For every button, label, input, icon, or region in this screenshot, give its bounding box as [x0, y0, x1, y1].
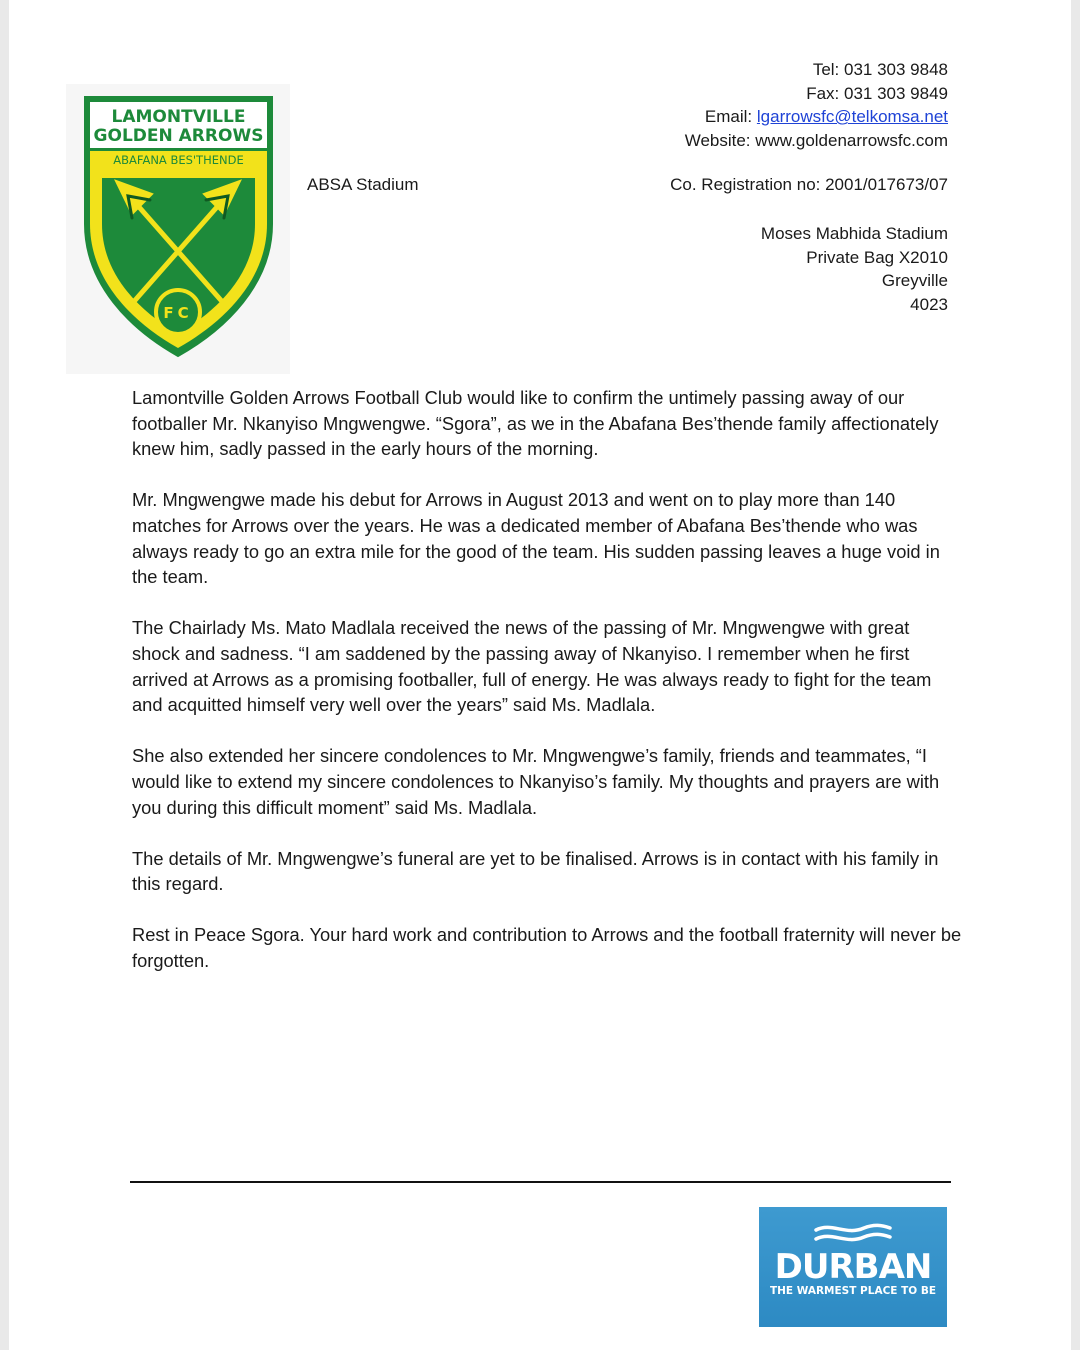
crest-name-line2: GOLDEN ARROWS — [93, 126, 264, 146]
contact-block — [685, 58, 948, 152]
footer-divider — [130, 1181, 951, 1183]
address-line: 4023 — [910, 294, 948, 314]
email-line — [685, 105, 948, 129]
crest-initials: FC — [163, 304, 193, 322]
address-line: Private Bag X2010 — [806, 247, 948, 267]
paragraph: Rest in Peace Sgora. Your hard work and contribution to Arrows and the football fraternity will never be forgotten. — [132, 924, 962, 972]
postal-address — [761, 222, 948, 316]
paragraph: The details of Mr. Mngwengwe’s funeral are yet to be finalised. Arrows is in contact with his family in this regard. — [132, 847, 939, 895]
durban-sponsor-logo — [759, 1207, 947, 1327]
durban-tagline: THE WARMEST PLACE TO BE — [769, 1285, 937, 1297]
crest-name-line1: LAMONTVILLE — [111, 107, 246, 127]
waves-icon — [814, 1222, 892, 1244]
crest-motto: ABAFANA BES'THENDE — [113, 153, 244, 167]
tel-line: Tel: 031 303 9848 — [812, 60, 948, 79]
address-line: Greyville — [881, 271, 948, 290]
website-line: Website: www.goldenarrowsfc.com — [684, 130, 948, 150]
email-label: Email: — [704, 107, 757, 126]
letter-page — [9, 0, 1071, 1350]
paragraph: Mr. Mngwengwe made his debut for Arrows in August 2013 and went on to play more than 140 matches for Arrows over the years. He was a dedicated member of Abafana Bes’thende who was always ready to go an extra mile for the good of the team. His sudden passing leaves a huge void in the team. — [132, 489, 940, 588]
paragraph: Lamontville Golden Arrows Football Club would like to confirm the untimely passing away of our footballer Mr. Nkanyiso Mngwengwe. “Sgora”, as we in the Abafana Bes’thende family affectionately knew him, sadly passed in the early hours of the morning. — [132, 387, 939, 460]
paragraph: She also extended her sincere condolences to Mr. Mngwengwe’s family, friends and teammates, “I would like to extend my sincere condolences to Nkanyiso’s family. My thoughts and prayers are with you during this difficult moment” said Ms. Madlala. — [132, 745, 940, 818]
statement-body — [132, 385, 962, 999]
paragraph: The Chairlady Ms. Mato Madlala received the news of the passing of Mr. Mngwengwe with great shock and sadness. “I am saddened by the passing away of Nkanyiso. I remember when he first arrived at Arrows as a promising footballer, full of energy. He was always ready to fight for the team and acquitted himself very well over the years” said Ms. Madlala. — [132, 617, 932, 716]
club-crest-logo — [66, 84, 290, 374]
registration-number: Co. Registration no: 2001/017673/07 — [670, 175, 948, 194]
stadium-name: ABSA Stadium — [307, 175, 419, 194]
email-link[interactable]: lgarrowsfc@telkomsa.net — [756, 107, 948, 126]
address-line: Moses Mabhida Stadium — [760, 224, 948, 243]
durban-title: DURBAN — [774, 1247, 932, 1287]
fax-line: Fax: 031 303 9849 — [806, 83, 948, 103]
